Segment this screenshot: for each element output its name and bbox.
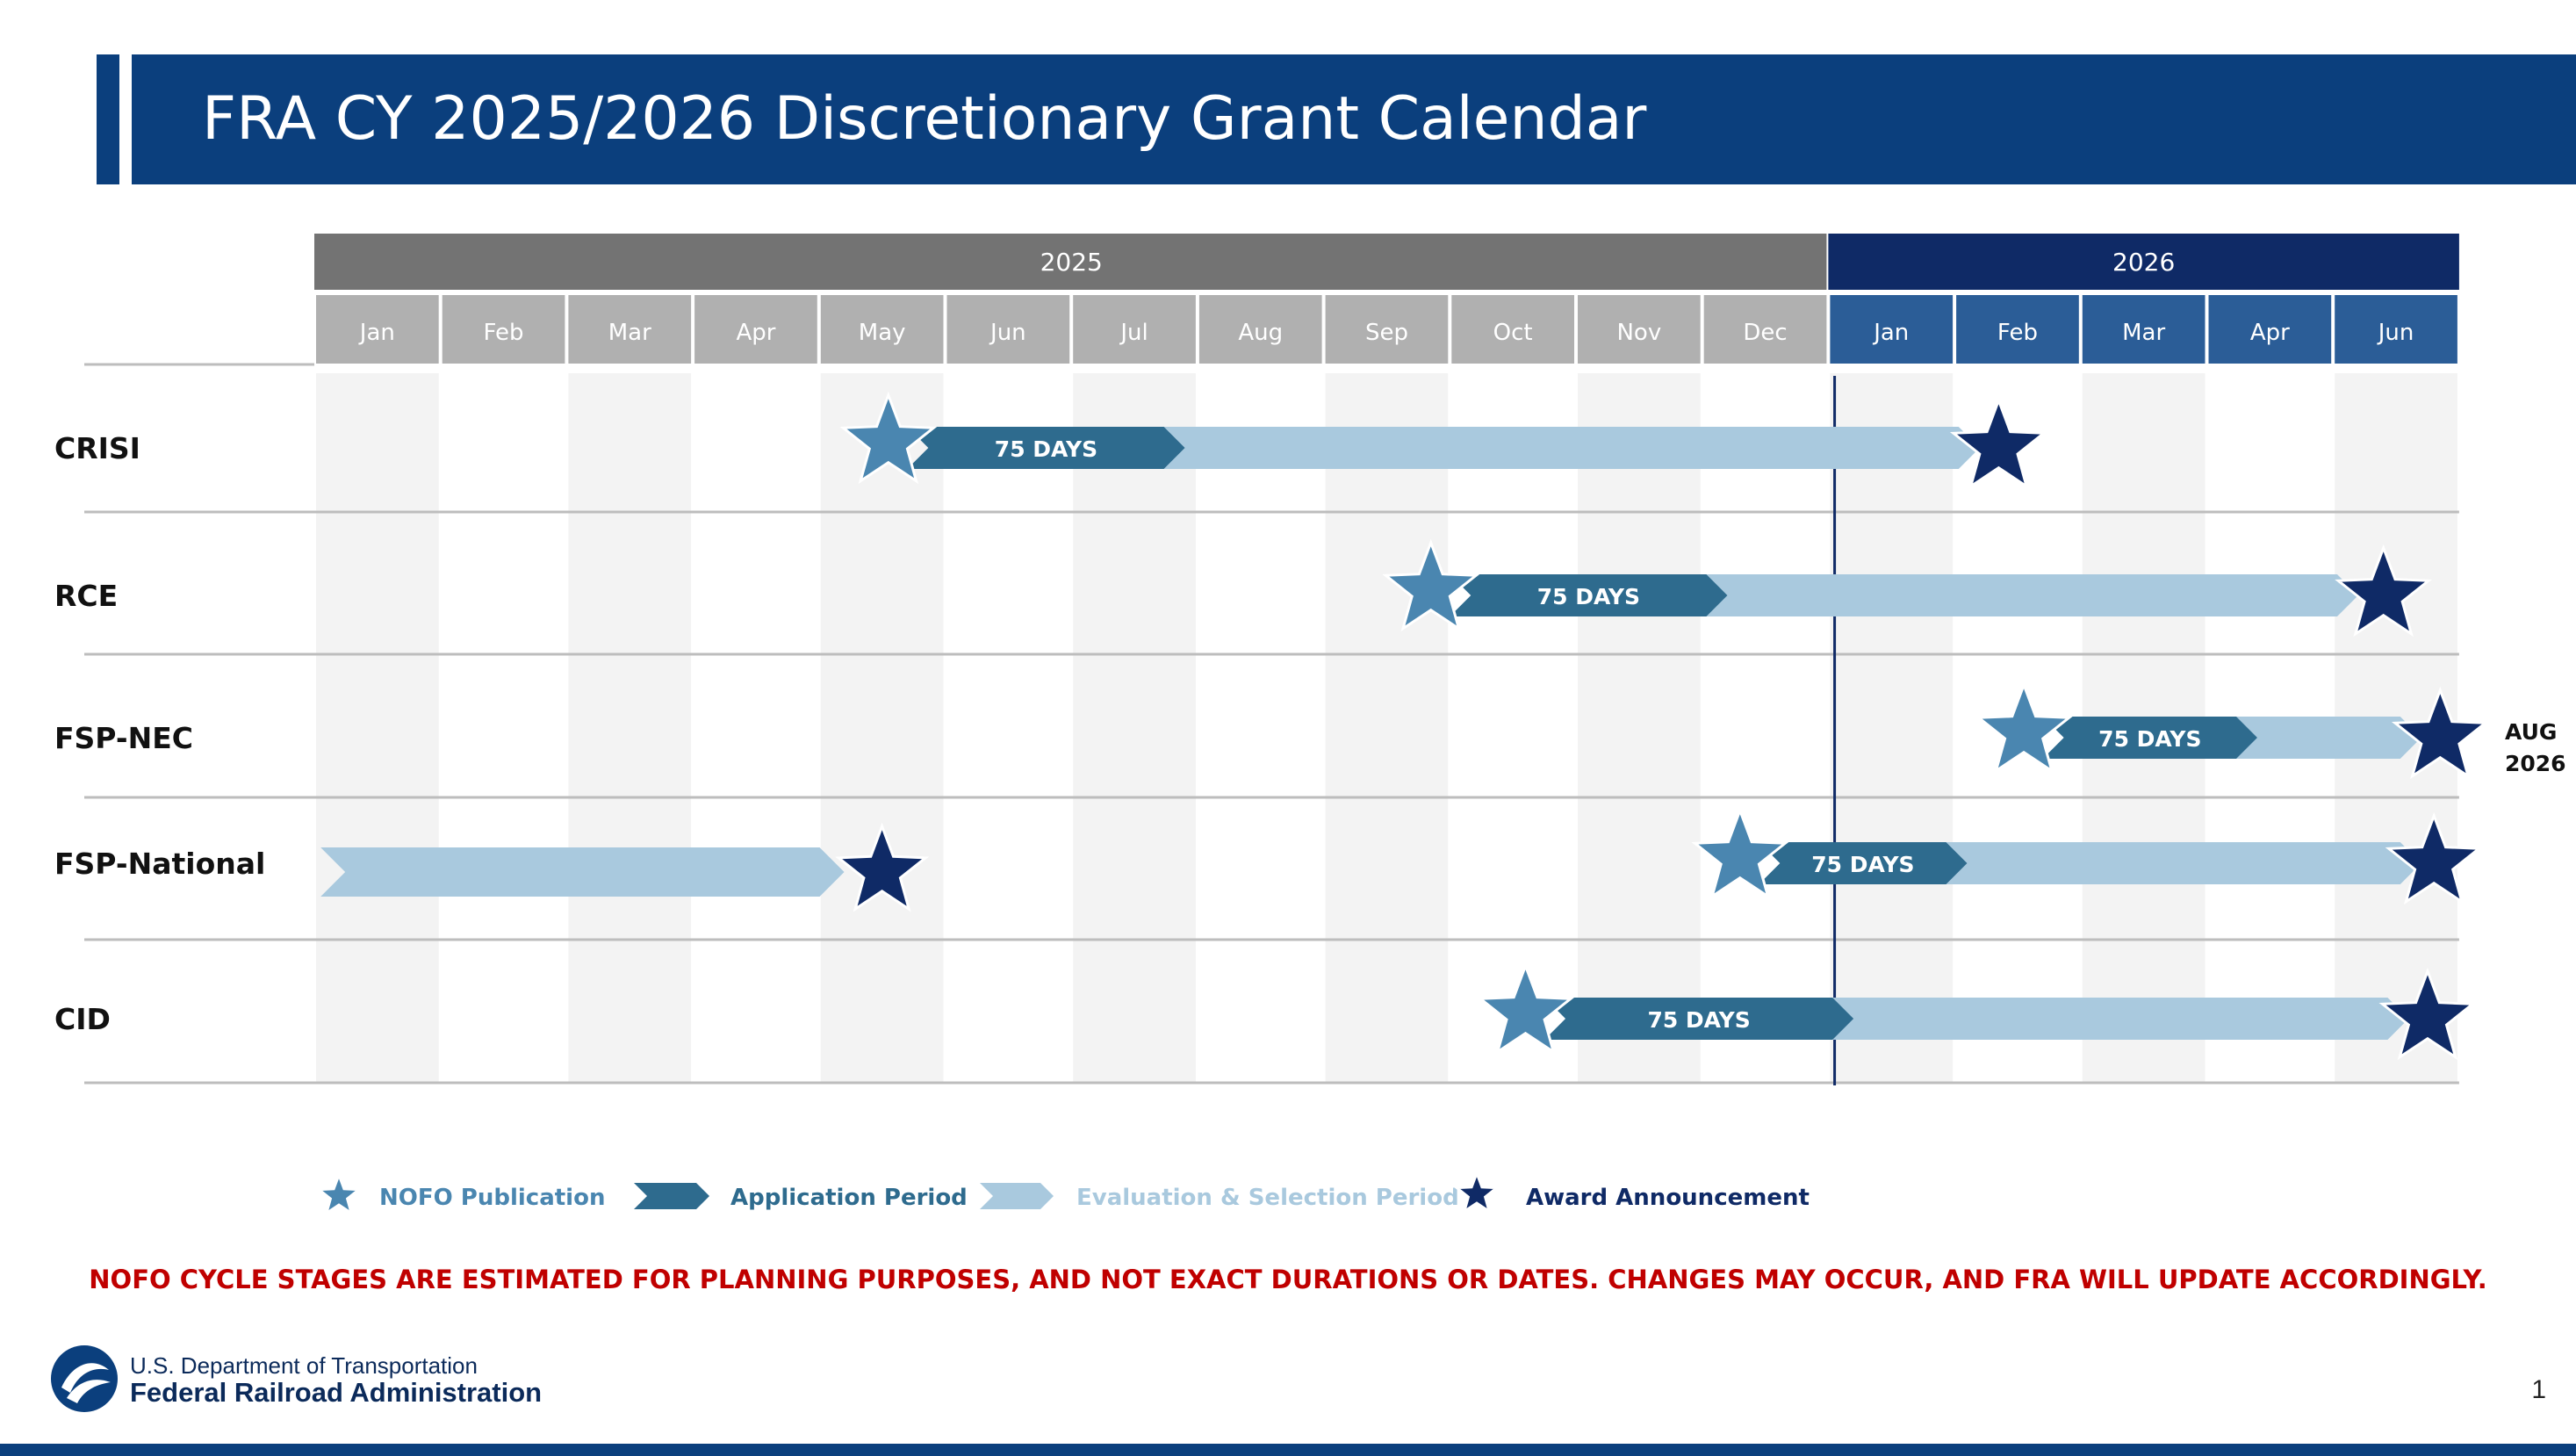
award-note-year: 2026 xyxy=(2505,751,2566,776)
application-duration-label: 75 DAYS xyxy=(1811,852,1915,877)
department-name: U.S. Department of Transportation xyxy=(130,1352,478,1379)
month-label: Dec xyxy=(1743,320,1788,346)
month-label: Mar xyxy=(2122,320,2166,346)
year-label: 2025 xyxy=(1040,248,1103,277)
legend-application-label: Application Period xyxy=(730,1185,968,1211)
application-duration-label: 75 DAYS xyxy=(1647,1007,1751,1033)
month-label: Aug xyxy=(1238,320,1284,346)
month-label: Feb xyxy=(483,320,524,346)
month-label: Jul xyxy=(1120,320,1148,346)
application-duration-label: 75 DAYS xyxy=(2098,726,2202,752)
application-duration-label: 75 DAYS xyxy=(994,436,1098,462)
month-column-shade xyxy=(1073,373,1196,1083)
legend-application-icon xyxy=(634,1183,709,1209)
month-label: May xyxy=(858,320,906,346)
month-column-shade xyxy=(821,373,944,1083)
dot-logo-icon xyxy=(49,1344,119,1414)
month-label: Mar xyxy=(608,320,651,346)
month-label: Apr xyxy=(736,320,776,346)
month-column-shade xyxy=(1326,373,1449,1083)
legend-award-label: Award Announcement xyxy=(1526,1185,1810,1211)
row-label: CID xyxy=(54,1002,111,1036)
row-label: FSP-NEC xyxy=(54,721,193,755)
year-label: 2026 xyxy=(2112,248,2176,277)
month-column-shade xyxy=(568,373,691,1083)
row-label: RCE xyxy=(54,579,119,613)
month-label: Jun xyxy=(2378,320,2414,346)
agency-name: Federal Railroad Administration xyxy=(130,1377,543,1408)
legend-award-icon xyxy=(1457,1173,1497,1211)
page-title: FRA CY 2025/2026 Discretionary Grant Calendar xyxy=(202,84,1647,154)
month-label: Jan xyxy=(1874,320,1910,346)
legend-nofo-label: NOFO Publication xyxy=(379,1185,606,1211)
page-number: 1 xyxy=(2531,1375,2546,1404)
application-duration-label: 75 DAYS xyxy=(1536,584,1641,609)
month-label: Apr xyxy=(2249,320,2290,346)
month-column-shade xyxy=(1578,373,1701,1083)
month-column-shade xyxy=(1830,373,1953,1083)
award-note-month: AUG xyxy=(2505,719,2558,745)
row-label: CRISI xyxy=(54,431,140,465)
planning-disclaimer: NOFO CYCLE STAGES ARE ESTIMATED FOR PLANNING PURPOSES, AND NOT EXACT DURATIONS OR DATES. CHANGES MAY OCCUR, AND FRA WILL UPDATE ACCORDINGLY. xyxy=(89,1265,2487,1294)
month-label: Oct xyxy=(1493,320,1533,346)
footer-band xyxy=(0,1444,2576,1456)
month-column-shade xyxy=(316,373,439,1083)
legend-nofo-icon xyxy=(319,1175,359,1213)
month-label: Jan xyxy=(359,320,395,346)
month-label: Feb xyxy=(1997,320,2038,346)
award-star-icon xyxy=(1954,400,2044,487)
month-label: Jun xyxy=(990,320,1026,346)
row-label: FSP-National xyxy=(54,847,266,881)
month-label: Nov xyxy=(1616,320,1662,346)
legend-evaluation-icon xyxy=(980,1183,1054,1209)
legend-evaluation-label: Evaluation & Selection Period xyxy=(1076,1185,1459,1211)
month-label: Sep xyxy=(1364,320,1408,346)
evaluation-period-bar xyxy=(320,847,844,897)
